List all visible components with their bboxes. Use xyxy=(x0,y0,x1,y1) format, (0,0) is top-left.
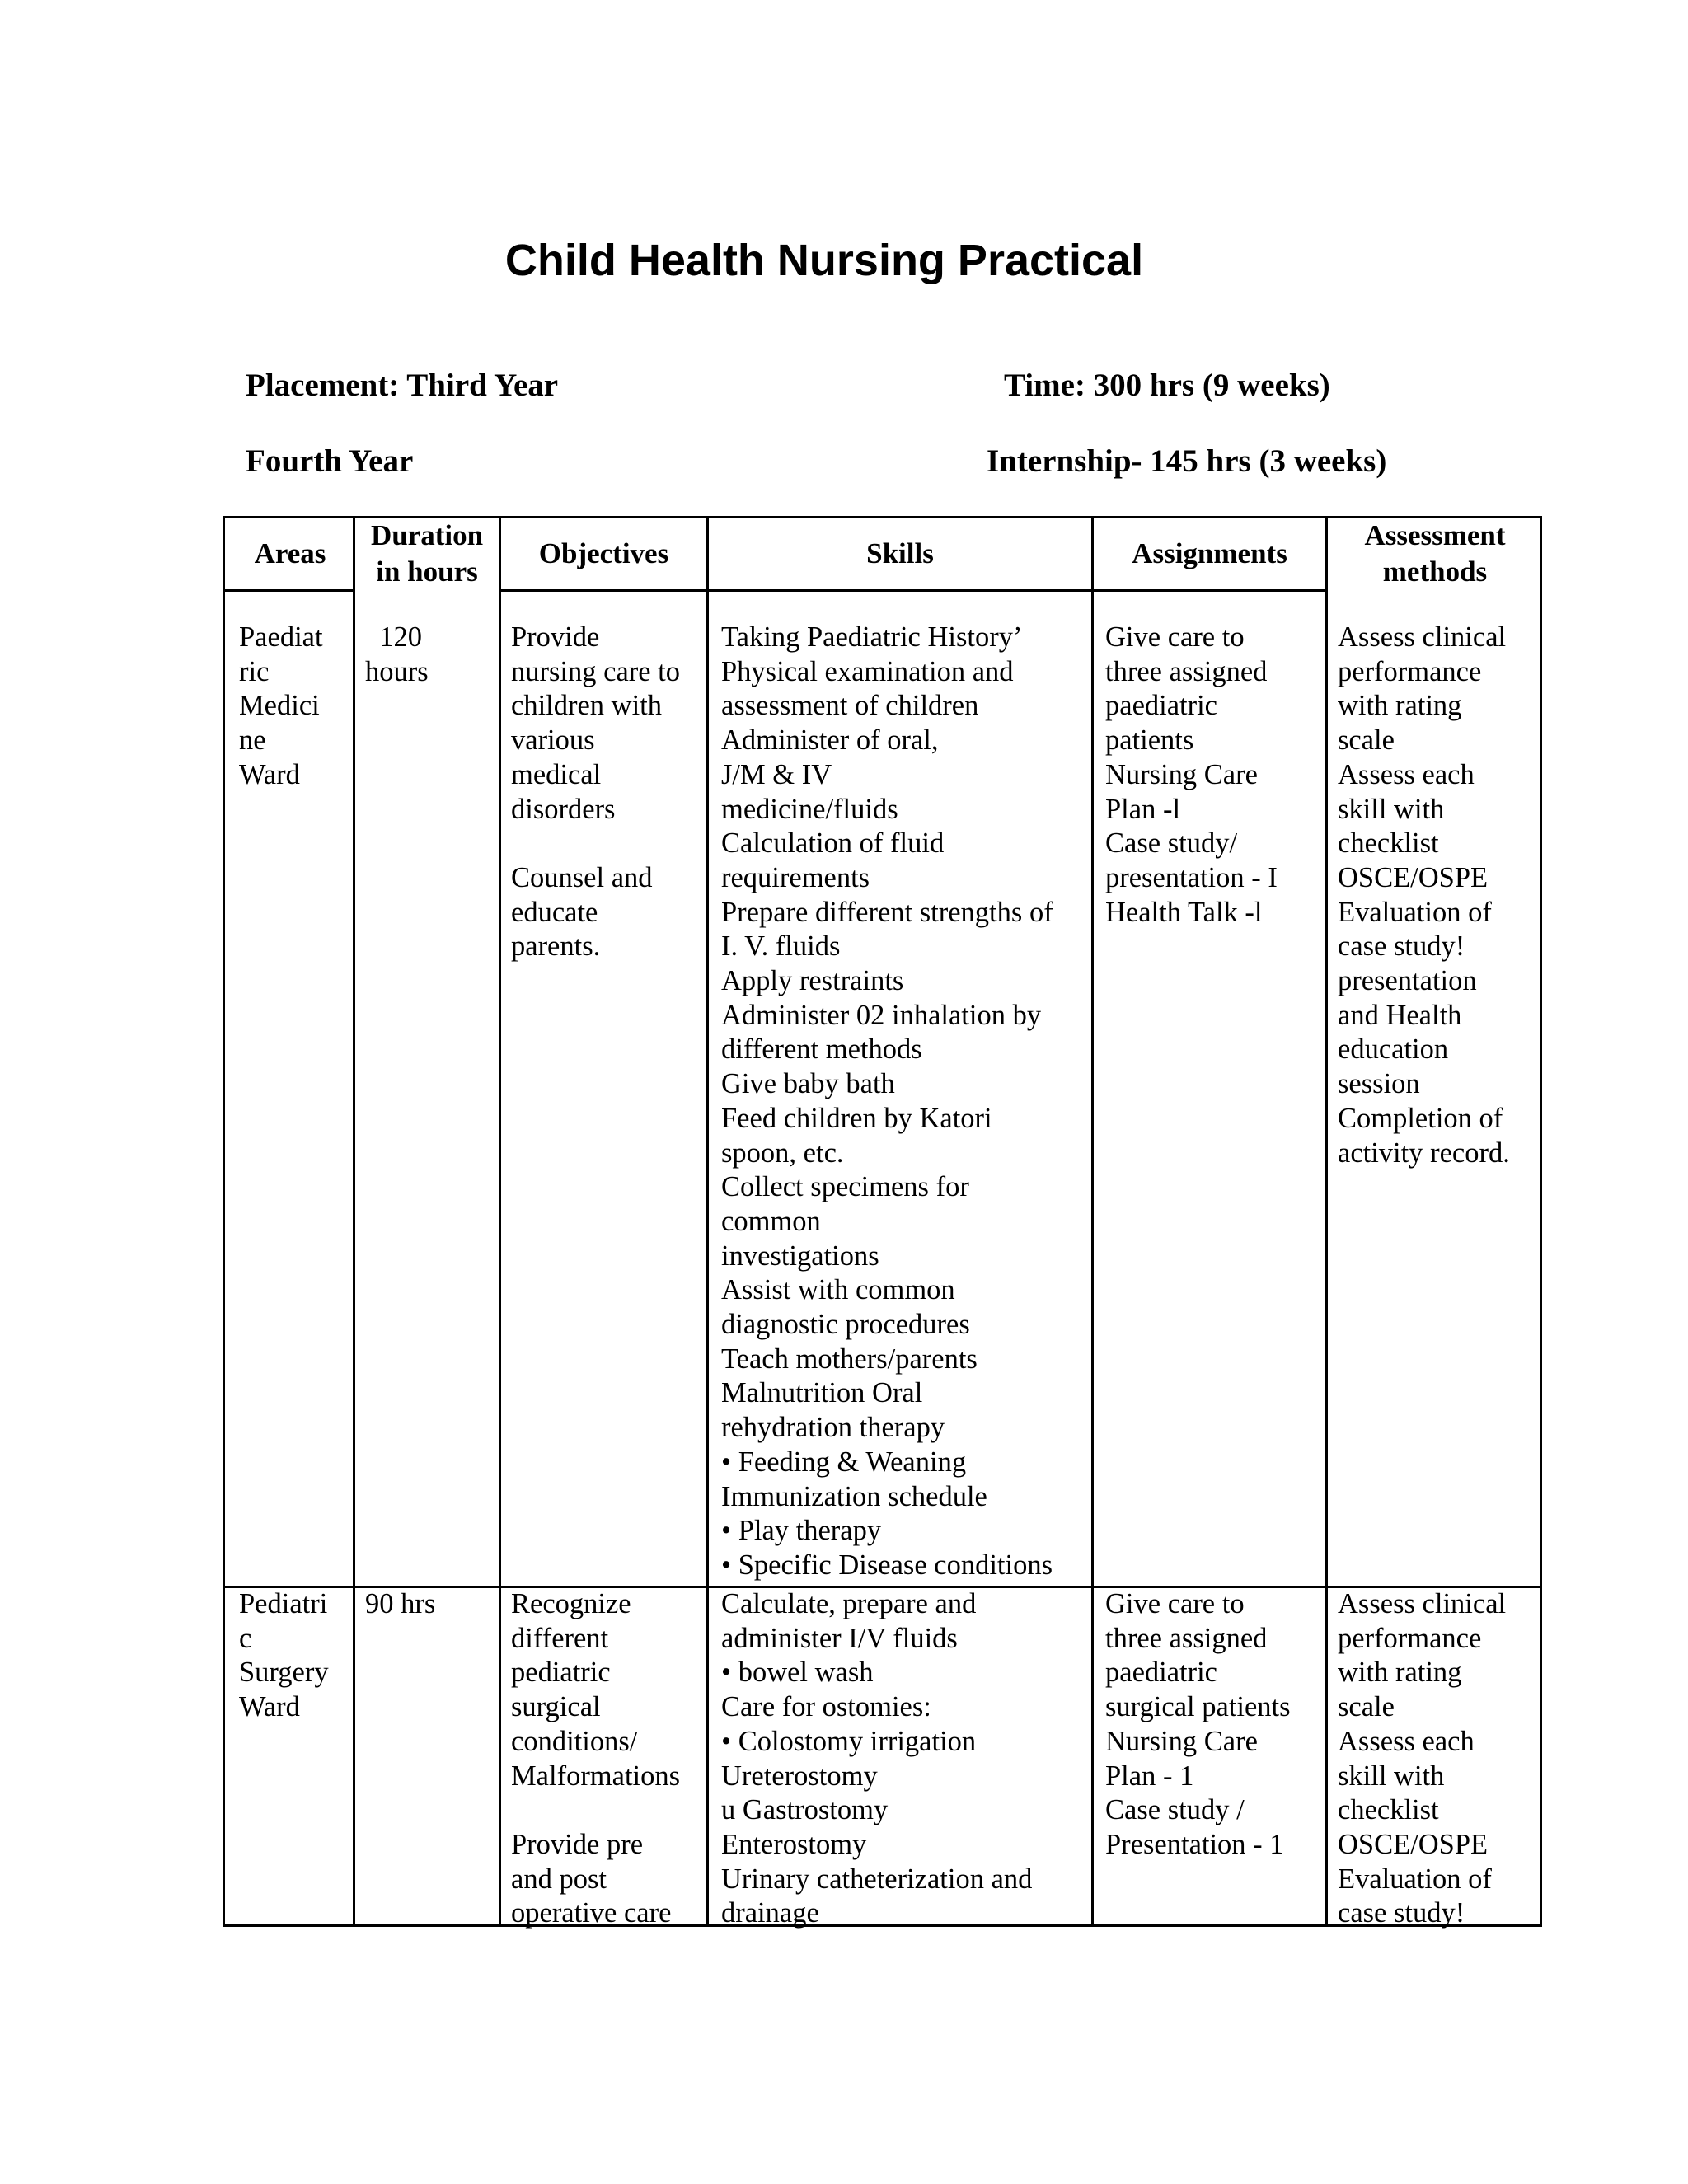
row2-assessment: Assess clinical performance with rating scale Assess each skill with checklist OSCE/OSPE Evaluation of case study! xyxy=(1338,1588,1507,1929)
header-areas: Areas xyxy=(254,537,326,569)
row1-assignments: Give care to three assigned paediatric patients Nursing Care Plan -l Case study/ presentation - I Health Talk -l xyxy=(1105,621,1278,928)
practical-schedule-table xyxy=(223,516,1542,1927)
column-divider xyxy=(499,518,501,1924)
row2-objectives: Recognize different pediatric surgical conditions/ Malformations Provide pre and post operative care xyxy=(511,1588,681,1929)
row2-area: Pediatri c Surgery Ward xyxy=(239,1588,329,1723)
row2-duration: 90 hrs xyxy=(365,1588,436,1619)
column-divider xyxy=(353,518,355,1924)
row-divider xyxy=(499,589,1325,592)
header-objectives: Objectives xyxy=(538,537,669,569)
internship-label: Internship- 145 hrs (3 weeks) xyxy=(987,443,1387,479)
row1-objectives: Provide nursing care to children with various medical disorders Counsel and educate parents. xyxy=(511,621,681,963)
placement-label: Placement: Third Year xyxy=(246,368,559,403)
header-duration: Duration in hours xyxy=(370,519,484,588)
row1-skills: Taking Paediatric History’ Physical examination and assessment of children Administer of oral, J/M & IV medicine/fluids Calculation of fluid requirements Prepare different strengths of I. V. fluids Apply restraints Administer 02 inhalation by different methods Give baby bath Feed children by Katori spoon, etc. Collect specimens for common investigations Assist with common diagnostic procedures Teach mothers/parents Malnutrition Oral rehydration therapy • Feeding & Weaning Immunization schedule • Play therapy • Specific Disease conditions xyxy=(721,621,1053,1581)
row2-skills: Calculate, prepare and administer I/V fluids • bowel wash Care for ostomies: • Colostomy irrigation Ureterostomy u Gastrostomy Enterostomy Urinary catheterization and drainage xyxy=(721,1588,1033,1929)
row2-assignments: Give care to three assigned paediatric surgical patients Nursing Care Plan - 1 Case study / Presentation - 1 xyxy=(1105,1588,1291,1860)
header-skills: Skills xyxy=(866,537,934,569)
row-divider xyxy=(225,589,353,592)
column-divider xyxy=(1325,518,1328,1924)
header-assessment: Assessment methods xyxy=(1364,519,1506,588)
column-divider xyxy=(1091,518,1094,1924)
header-assignments: Assignments xyxy=(1132,537,1287,569)
fourth-year-label: Fourth Year xyxy=(246,443,414,479)
row1-assessment: Assess clinical performance with rating scale Assess each skill with checklist OSCE/OSPE Evaluation of case study! presentation and Health education session Completion of activity record. xyxy=(1338,621,1510,1169)
time-label: Time: 300 hrs (9 weeks) xyxy=(1004,368,1330,403)
row1-duration: 120 hours xyxy=(365,621,429,687)
page-title: Child Health Nursing Practical xyxy=(504,236,1144,285)
row1-area: Paediat ric Medici ne Ward xyxy=(239,621,323,790)
column-divider xyxy=(706,518,709,1924)
